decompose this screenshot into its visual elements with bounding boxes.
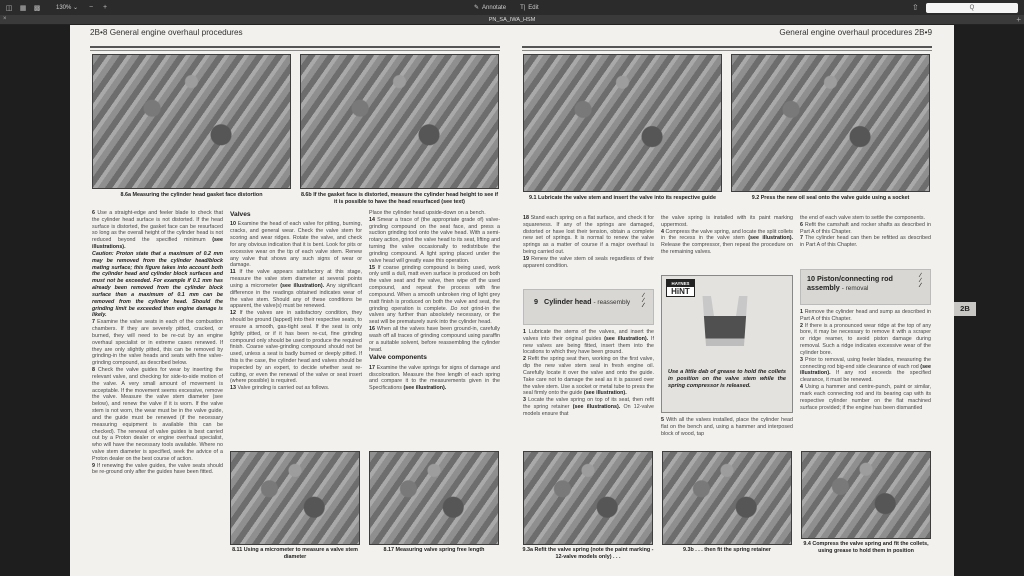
para-number: 1 [523,329,526,335]
paragraph-2: Refit the spring seat then, working on the first valve, dip the new valve stem seal in fresh engine oil. Carefully locate it over the valve and onto the guide. Take care not to damage the seal as it is passed over the valve stem. Use a socket or metal tube to press the seal firmly onto the guide [523,356,654,397]
para-number: 19 [523,255,529,262]
header-rule [90,46,500,48]
paragraph-13-cont: Place the cylinder head upside-down on a bench. [369,210,486,216]
running-head: 2B•8 General engine overhaul procedures [90,28,243,37]
photo-8-11 [230,451,360,545]
document-viewer[interactable] [0,25,1024,576]
search-input[interactable] [926,3,1018,13]
para-number: 7 [800,235,803,242]
paragraph-6: Refit the camshaft and rocker shafts as described in Part A of this Chapter. [800,221,931,235]
caption-9-2: 9.2 Press the new oil seal onto the valve guide using a socket [751,195,910,201]
contact-sheet-icon[interactable]: ▩ [33,4,41,12]
caution-note: Caution: Proton state that a maximum of 0.2 mm may be removed from the cylinder head/block mating surface; this figure takes into account both the cylinder head and cylinder block surfaces and must not be exceeded. For example if 0.1 mm has already been removed from the cylinder block surface then a maximum of 0.1 mm can be removed from the cylinder head. Should the grinding limit be exceeded then engine damage is likely. [92,250,223,319]
haynes-hint-logo [666,279,695,297]
paragraph-16: When all the valves have been ground-in, carefully wash off all traces of grinding compound using paraffin or a suitable solvent, before reassembling the cylinder head. [369,326,500,353]
section-title-text: Cylinder head [544,297,592,306]
photo-9-2 [731,54,930,192]
para-number: 1 [800,309,803,315]
text-column-1-cont [523,329,654,418]
photo-8-6b [300,54,499,189]
para-number: 12 [230,310,236,317]
para-number: 3 [523,397,526,404]
paragraph-1: Remove the cylinder head and sump as described in Part A of this Chapter. [800,309,931,322]
section-box-10 [800,269,931,305]
collet-photo [700,296,750,346]
caption-8-6a: 8.6a Measuring the cylinder head gasket face distortion [120,192,263,198]
pen-icon: ✎ [474,5,480,11]
paragraph-3-end: the valve spring is installed with its paint marking uppermost. [661,215,793,228]
section-heading-valve-components: Valve components [369,354,427,362]
paragraph-7: The cylinder head can then be refitted as described in Part A of this Chapter. [800,235,932,249]
illustration-ref: (see illustrations). [572,404,621,411]
toolbar-center-group [474,0,539,15]
paragraph-5: With all the valves installed, place the cylinder head flat on the bench and, using a hammer and interposed block of wood, tap [661,417,793,437]
para-number: 4 [800,384,803,391]
app-toolbar [0,0,1024,15]
page-2B-8 [70,25,512,576]
sidebar-toggle-icon[interactable]: ◫ [5,4,13,12]
paragraph-13: Valve grinding is carried out as follows. [237,385,330,392]
text-column-3 [369,210,500,392]
zoom-level-select[interactable]: 130% ⌄ [56,5,79,11]
chapter-thumb-tab: 2B [954,302,976,316]
section-box-9 [523,289,654,325]
photo-8-17 [369,451,499,545]
difficulty-wrench-icon: ∕∕ ∕∕ ∕∕∕ [919,273,920,289]
text-column-3-cont [800,309,931,411]
section-number: 9 [534,297,538,306]
illustration-ref: (see illustration). [403,385,447,392]
paragraph-3-cont: If any rod exceeds the specified clearance, it must be renewed. [800,370,931,384]
illustration-ref: (see illustration). [604,335,649,342]
text-column-2 [661,215,793,256]
text-edit-icon: T| [520,4,526,11]
section-subtitle: - reassembly [593,299,631,306]
paragraph-4-cont: Release the compressor, then repeat the procedure on the remaining valves. [661,242,793,256]
para-number: 9 [92,462,95,469]
paragraph-8: Check the valve guides for wear by inserting the relevant valve, and checking for side-to-side motion of the valve. A very small amount of movement is acceptable. If the movement seems excessive, remove the valve. Measure the valve stem diameter (see below), and renew the valve if it is worn. If the valve stem is not worn, the wear must be in the valve guide, and the guide must be renewed (if the necessary measuring equipment is available this can be checked). The renewal of valve guides is best carried out by a Proton dealer or engine overhaul specialist, who will have the necessary tools available. Where no valve stem diameter is specified, seek the advice of a Proton dealer on the best course of action. [92,367,223,462]
para-number: 17 [369,364,375,371]
text-column-2 [230,210,362,392]
emphasis: Do not [450,305,469,312]
paragraph-15-cont: grind-in the valves any further than absolutely necessary, or the seat will be prematurely sunk into the cylinder head. [369,305,500,326]
text-column-1 [92,210,223,476]
page-2B-9 [512,25,954,576]
para-number: 7 [92,319,95,326]
section-subtitle: - removal [841,284,869,292]
document-tab-title[interactable]: PN_SA_IWA_HSM [488,16,536,23]
para-number: 18 [523,215,529,221]
paragraph-17: Examine the valve springs for signs of damage and discoloration. Measure the free length of each spring and compare it to the measurements given in the Specifications [369,364,500,392]
para-number: 13 [230,385,236,392]
hint-logo-top: HAYNES [667,280,694,287]
caption-8-11: 8.11 Using a micrometer to measure a valve stem diameter [232,547,358,560]
caption-8-6b: 8.6b If the gasket face is distorted, measure the cylinder head height to see if it is possible to have the head resurfaced (see text) [300,192,499,205]
zoom-in-button[interactable]: + [103,4,108,11]
caption-9-4: 9.4 Compress the valve spring and fit the collets, using grease to hold them in position [803,541,929,554]
section-title-text: Piston/connecting rod assembly [807,274,893,292]
haynes-hint-box [661,275,793,413]
paragraph-4: Compress the valve spring, and locate the split collets in the recess in the valve stem [661,228,793,242]
para-number: 11 [230,269,236,276]
illustration-ref: (see illustration). [583,390,627,397]
hint-text: Use a little dab of grease to hold the collets in position on the valve stem while the spring compressor is released. [668,369,786,389]
new-tab-button[interactable]: + [1016,15,1021,24]
zoom-level-value: 130% [56,5,72,11]
photo-9-4 [801,451,931,539]
paragraph-5-end: the end of each valve stem to settle the components. [800,215,926,221]
para-number: 4 [661,228,664,235]
paragraph-3-cont: On 12-valve models ensure that [523,404,654,417]
paragraph-6: Use a straight-edge and feeler blade to check that the cylinder head surface is not distorted. If the head surface is distorted, the gasket face can be resurfaced so long as the overall height of the cylinder head is not reduced beyond the specified minimum [92,210,223,244]
para-number: 15 [369,264,375,271]
header-rule-thin [90,50,500,51]
text-column-1 [523,215,654,270]
hint-logo-bottom: HiNT [667,287,694,296]
photo-9-3b [662,451,792,545]
paragraph-14: Smear a trace of (the appropriate grade of) valve-grinding compound on the seat face, and press a suction grinding tool onto the valve head. With a semi-rotary action, grind the valve head to its seat, lifting and turning the valve occasionally to redistribute the grinding compound. A light spring placed under the valve head will greatly ease this operation. [369,216,500,264]
para-number: 16 [369,326,375,333]
paragraph-11: If the valve appears satisfactory at this stage, measure the valve stem diameter at several points using a micrometer [230,269,362,289]
caption-9-3a: 9.3a Refit the valve spring (note the paint marking - 12-valve models only) . . . [522,547,654,560]
para-number: 10 [230,221,236,228]
annotate-label: Annotate [482,5,507,11]
paragraph-2: If there is a pronounced wear ridge at the top of any bore, it may be necessary to remove it with a scraper or ridge reamer, to avoid piston damage during removal. Such a ridge indicates excessive wear of the cylinder bore. [800,322,931,356]
para-number: 5 [661,417,664,423]
paragraph-19: Renew the valve stem oil seals regardless of their apparent condition. [523,255,654,269]
caption-9-3b: 9.3b . . . then fit the spring retainer [682,547,772,553]
share-icon[interactable]: ⇧ [912,3,919,12]
section-title [807,275,907,292]
thumbnails-icon[interactable]: ▦ [19,4,27,12]
paragraph-7: Examine the valve seats in each of the combustion chambers. If they are severely pitted, cracked, or burned, they will need to be re-cut by an engine overhaul specialist or in extreme cases renewed. If they are only slightly pitted, this can be removed by grinding-in the valve heads and seats with fine valve-grinding compound, as described below. [92,319,223,367]
illustration-ref: (see illustrations). [92,237,223,251]
paragraph-3: Locate the valve spring on top of its seat, then refit the spring retainer [523,397,654,411]
para-number: 2 [523,356,526,363]
photo-9-1 [523,54,722,192]
edit-label: Edit [528,4,539,11]
running-head: General engine overhaul procedures 2B•9 [779,28,932,37]
header-rule-thin [522,50,932,51]
section-title [534,298,630,307]
paragraph-3: Prior to removal, using feeler blades, measuring the connecting rod big-end side clearance of each rod [800,356,931,370]
paragraph-12: If the valves are in satisfactory condition, they should be ground (lapped) into their respective seats, to ensure a smooth, gas-tight seal. If the seat is only lightly pitted, or if it has been re-cut, fine grinding compound only should be used to produce the required finish. Coarse valve-grinding compound should not be used, unless a seat is badly burned or deeply pitted. If this is the case, the cylinder head and valves should be inspected by an expert, to decide whether seat re-cutting, or even the renewal of the valve or seat insert (where possible) is required. [230,310,362,385]
paragraph-1: Lubricate the stems of the valves, and insert the valves into their original guides [523,329,654,342]
section-heading-valves: Valves [230,211,251,218]
para-number: 14 [369,216,375,223]
close-tab-icon[interactable]: × [3,16,7,22]
illustration-ref: (see illustration). [280,282,325,289]
caption-8-17: 8.17 Measuring valve spring free length [383,547,485,553]
photo-9-3a [523,451,653,545]
caption-9-1: 9.1 Lubricate the valve stem and insert the valve into its respective guide [529,195,716,201]
document-tab-bar [0,15,1024,25]
paragraph-4: Using a hammer and centre-punch, paint or similar, mark each connecting rod and its bearing cap with its respective cylinder number on the flat machined surface provided; if the engine has been dismantled [800,384,931,411]
paragraph-1-cont: If new valves are being fitted, insert them into the locations to which they have been ground. [523,335,654,356]
paragraph-15: If coarse grinding compound is being used, work only until a dull, matt even surface is produced on both the valve seat and the valve, then wipe off the used compound, and repeat the process with fine compound. When a smooth unbroken ring of light grey matt finish is produced on both the valve and seat, the grinding operation is complete. [369,264,500,312]
paragraph-9: If renewing the valve guides, the valve seats should be re-ground only after the guides have been fitted. [92,462,223,476]
zoom-out-button[interactable]: − [89,4,94,11]
para-number: 6 [92,210,95,216]
annotate-button[interactable] [474,4,506,11]
text-column-2-cont [661,417,793,437]
edit-button[interactable] [520,5,539,11]
para-number: 6 [800,221,803,228]
para-number: 2 [800,322,803,329]
para-number: 8 [92,367,95,374]
illustration-ref: (see illustration). [800,363,931,377]
search-icon: Q [969,5,975,11]
text-column-3 [800,215,931,249]
paragraph-10: Examine the head of each valve for pitting, burning, cracks, and general wear. Check the valve stem for scoring and wear ridges. Rotate the valve, and check for any obvious indication that it is bent. Look for pits or excessive wear on the tip of each valve stem. Renew any valve that shows any such signs of wear or damage. [230,221,362,269]
illustration-ref: (see illustration). [748,235,793,242]
photo-8-6a [92,54,291,189]
difficulty-wrench-icon: ∕∕ ∕∕ ∕∕∕ [642,293,643,309]
paragraph-11-cont: Any significant difference in the readings obtained indicates wear of the valve stem. Should any of these conditions be apparent, the valve(s) must be renewed. [230,282,362,310]
para-number: 3 [800,356,803,363]
header-rule [522,46,932,48]
paragraph-18: Stand each spring on a flat surface, and check it for squareness. If any of the springs are damaged, distorted or have lost their tension, obtain a complete new set of springs. It is normal to renew the valve springs as a matter of course if a major overhaul is being carried out. [523,215,654,256]
section-number: 10 [807,274,815,283]
